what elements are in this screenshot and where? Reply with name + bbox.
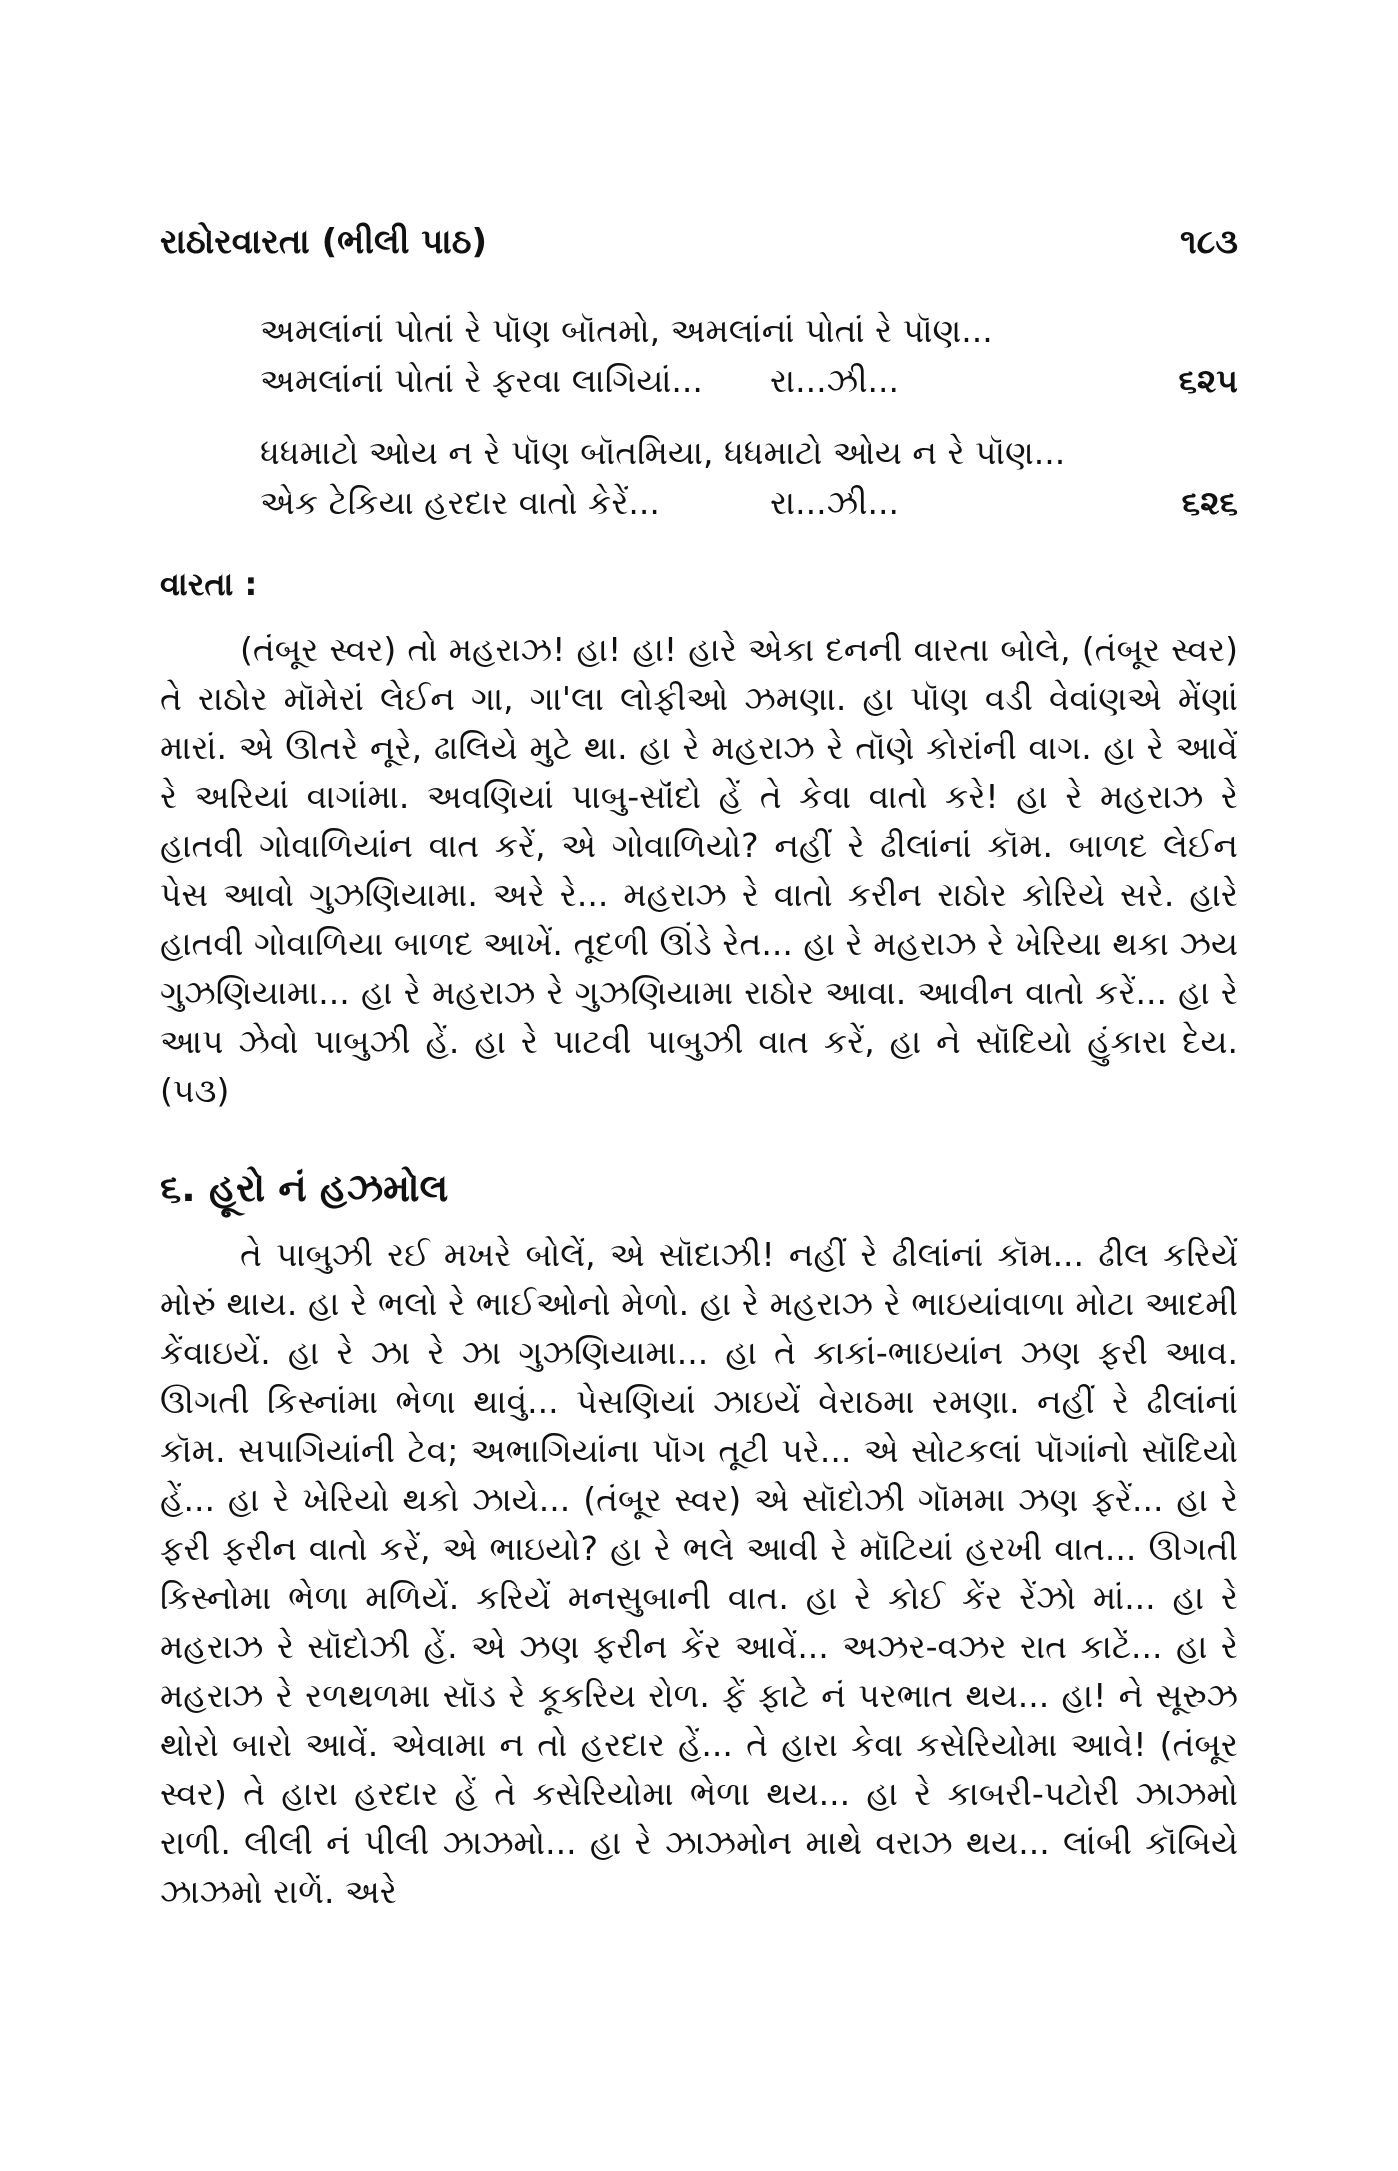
verse-text: ધધમાટો ઓય ન રે પૉણ બૉતમિયા, ધધમાટો ઓય ન રે પૉણ... bbox=[260, 433, 1066, 472]
verse-refrain: રા...ઝી... bbox=[770, 361, 900, 400]
verse-line bbox=[260, 478, 1238, 528]
verse-refrain: રા...ઝી... bbox=[770, 483, 900, 522]
varta-label: વારતા : bbox=[160, 565, 258, 603]
verse-line bbox=[260, 356, 1238, 406]
paragraph-1: (તંબૂર સ્વર) તો મહરાઝ! હા! હા! હારે એકા દનની વારતા બોલે, (તંબૂર સ્વર) તે રાઠોર મૉમેરાં લેઈન ગા, ગા'લા લોફીઓ ઝમણા. હા પૉણ વડી વેવાંણએ મેંણાં મારાં. એ ઊતરે નૂરે, ઢાલિયે મુટે થા. હા રે મહરાઝ રે તૉણે કોરાંની વાગ. હા રે આવેં રે અરિયાં વાગાંમા. અવણિયાં પાબુ-સૉંદો હેં તે કેવા વાતો કરે! હા રે મહરાઝ રે હાતવી ગોવાળિયાંન વાત કરેં, એ ગોવાળિયો? નહીં રે ઢીલાંનાં કૉમ. બાળદ લેઈન પેસ આવો ગુઝણિયામા. અરે રે... મહરાઝ રે વાતો કરીન રાઠોર કોરિયે સરે. હારે હાતવી ગોવાળિયા બાળદ આખેં. તૂદળી ઊંડે રેત... હા રે મહરાઝ રે ખેરિયા થકા ઝય ગુઝણિયામા... હા રે મહરાઝ રે ગુઝણિયામા રાઠોર આવા. આવીન વાતો કરેં... હા રે આપ ઝેવો પાબુઝી હેં. હા રે પાટવી પાબુઝી વાત કરેં, હા ને સૉદિયો હુંકારા દેય. (૫૩) bbox=[160, 630, 1238, 1110]
paragraph-2: તે પાબુઝી રઈ મખરે બોલેં, એ સૉદાઝી! નહીં રે ઢીલાંનાં કૉમ... ઢીલ કરિયેં મોરું થાય. હા રે ભલો રે ભાઈઓનો મેળો. હા રે મહરાઝ રે ભાઇયાંવાળા મોટા આદમી કેંવાઇયેં. હા રે ઝા રે ઝા ગુઝણિયામા... હા તે કાકાં-ભાઇયાંન ઝણ ફરી આવ. ઊગતી કિસ્નાંમા ભેળા થાવું... પેસણિયાં ઝાઇયેં વેરાઠમા રમણા. નહીં રે ઢીલાંનાં કૉમ. સપાગિયાંની ટેવ; અભાગિયાંના પૉગ તૂટી પરે... એ સોટકલાં પૉગાંનો સૉદિયો હેં... હા રે ખેરિયો થકો ઝાયે... (તંબૂર સ્વર) એ સૉદોઝી ગૉમમા ઝણ ફરેં... હા રે ફરી ફરીન વાતો કરેં, એ ભાઇયો? હા રે ભલે આવી રે મૉટિયાં હરખી વાત... ઊગતી કિસ્નોમા ભેળા મળિયેં. કરિયેં મનસુબાની વાત. હા રે કોઈ કેંર રેંઝો માં... હા રે મહરાઝ રે સૉદોઝી હેં. એ ઝણ ફરીન કેંર આવેં... અઝર-વઝર રાત કાટેં... હા રે મહરાઝ રે રળથળમા સૉડ રે કૂકરિય રોળ. ફેં ફાટે નં પરભાત થય... હા! ને સૂરુઝ થોરો બારો આવેં. એવામા ન તો હરદાર હેં... તે હારા કેવા કસેરિયોમા આવે! (તંબૂર સ્વર) તે હારા હરદાર હેં તે કસેરિયોમા ભેળા થય... હા રે કાબરી-પટોરી ઝાઝમો રાળી. લીલી નં પીલી ઝાઝમો... હા રે ઝાઝમોન માથે વરાઝ થય... લાંબી કૉબિયે ઝાઝમો રાળેં. અરે bbox=[160, 1235, 1238, 1911]
verse-line bbox=[260, 428, 1238, 478]
verse-626 bbox=[260, 428, 1238, 528]
running-title: રાઠોરવારતા (ભીલી પાઠ) bbox=[160, 222, 488, 262]
verse-text: અમલાંનાં પોતાં રે ફરવા લાગિયાં... bbox=[260, 361, 703, 400]
page-number: ૧૮૩ bbox=[1179, 222, 1238, 262]
verse-line bbox=[260, 306, 1238, 356]
verse-text: અમલાંનાં પોતાં રે પૉણ બૉતમો, અમલાંનાં પોતાં રે પૉણ... bbox=[260, 311, 993, 350]
section-heading: ૬. હૂરો નં હઝમોલ bbox=[160, 1166, 449, 1210]
verse-number: ૬૨૫ bbox=[1178, 361, 1238, 400]
verse-625 bbox=[260, 306, 1238, 406]
verse-number: ૬૨૬ bbox=[1181, 483, 1238, 522]
verse-text: એક ટેકિયા હરદાર વાતો કેરેં... bbox=[260, 483, 660, 522]
running-header bbox=[160, 222, 1238, 272]
